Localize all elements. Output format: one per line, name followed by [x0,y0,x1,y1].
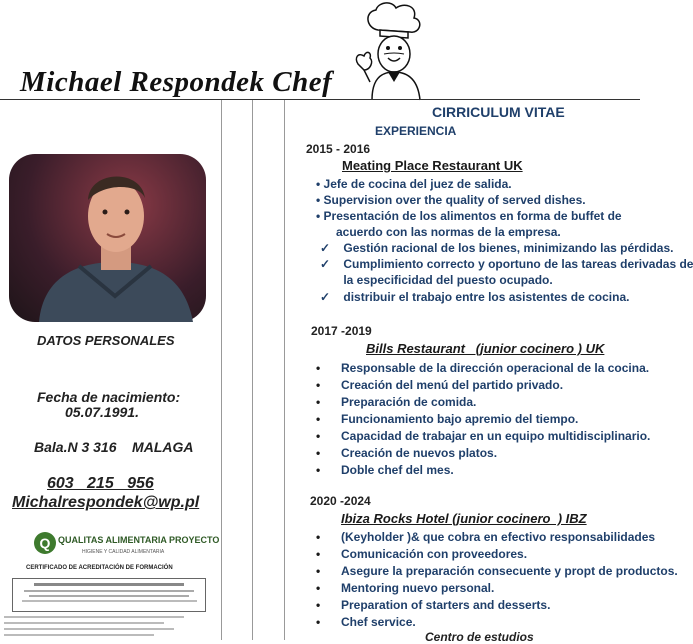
bullet: • [316,581,321,595]
job-item: • Jefe de cocina del juez de salida. [316,177,512,191]
qualitas-logo-icon: Q [34,532,56,554]
cert-footer [4,613,204,640]
cert-org-sub: HIGIENE Y CALIDAD ALIMENTARIA [82,549,165,555]
address: Bala.N 3 316 MALAGA [34,439,194,455]
job-item: • Supervision over the quality of served dishes. [316,193,586,207]
job-item: Comunicación con proveedores. [341,547,528,561]
cert-box [12,578,206,612]
job-period: 2015 - 2016 [306,142,371,156]
personal-data-heading: DATOS PERSONALES [37,333,175,348]
job-item: la especificidad del puesto ocupado. [320,273,553,287]
job-period: 2020 -2024 [310,494,371,508]
bullet: • [316,615,321,629]
job-item: Creación del menú del partido privado. [341,378,564,392]
page-title: Michael Respondek Chef [20,66,333,98]
email-link[interactable]: Michalrespondek@wp.pl [12,494,200,511]
job-item: Preparation of starters and desserts. [341,598,551,612]
profile-photo [9,154,206,322]
chef-cartoon-icon [348,0,436,100]
job-item: Creación de nuevos platos. [341,446,498,460]
job-item: ✓ distribuir el trabajo entre los asistentes de cocina. [320,290,630,304]
bullet: • [316,564,321,578]
job-item: ✓ Cumplimiento correcto y oportuno de las tareas derivadas de [320,257,693,271]
bullet: • [316,598,321,612]
bullet: • [316,361,321,375]
bullet: • [316,547,321,561]
bullet: • [316,463,321,477]
bullet: • [316,378,321,392]
column-divider-right [284,100,285,640]
job-item: acuerdo con las normas de la empresa. [316,225,561,239]
column-divider-left [221,100,222,640]
job-item: Funcionamiento bajo apremio del tiempo. [341,412,579,426]
cert-title: CERTIFICADO DE ACREDITACIÓN DE FORMACIÓN [26,565,173,571]
job-item: Chef service. [341,615,416,629]
job-item: • Presentación de los alimentos en forma de buffet de [316,209,622,223]
job-restaurant: Ibiza Rocks Hotel (junior cocinero ) IBZ [341,511,587,526]
job-item: Preparación de comida. [341,395,477,409]
job-item: Asegure la preparación consecuente y propt de productos. [341,564,678,578]
bullet: • [316,530,321,544]
bullet: • [316,412,321,426]
job-item: Mentoring nuevo personal. [341,581,495,595]
job-item: Doble chef del mes. [341,463,454,477]
experience-title: EXPERIENCIA [375,124,457,138]
cv-title: CIRRICULUM VITAE [432,104,565,120]
job-restaurant: Bills Restaurant (junior cocinero ) UK [366,341,605,356]
birth-date: 05.07.1991. [65,404,139,420]
birth-label: Fecha de nacimiento: [37,389,181,405]
job-period: 2017 -2019 [311,324,372,338]
cert-org: QUALITAS ALIMENTARIA PROYECTO [58,535,220,545]
bullet: • [316,446,321,460]
job-item: Responsable de la dirección operacional de la cocina. [341,361,650,375]
job-restaurant: Meating Place Restaurant UK [342,158,523,173]
header-divider [0,99,640,100]
job-item: ✓ Gestión racional de los bienes, minimizando las pérdidas. [320,241,674,255]
job-item: Capacidad de trabajar en un equipo multidisciplinario. [341,429,651,443]
job-item: (Keyholder )& que cobra en efectivo responsabilidades [341,530,656,544]
bullet: • [316,395,321,409]
phone-number: 603 215 956 [47,475,154,492]
bullet: • [316,429,321,443]
column-divider-inner [252,100,253,640]
studies-title: Centro de estudios [425,630,534,644]
